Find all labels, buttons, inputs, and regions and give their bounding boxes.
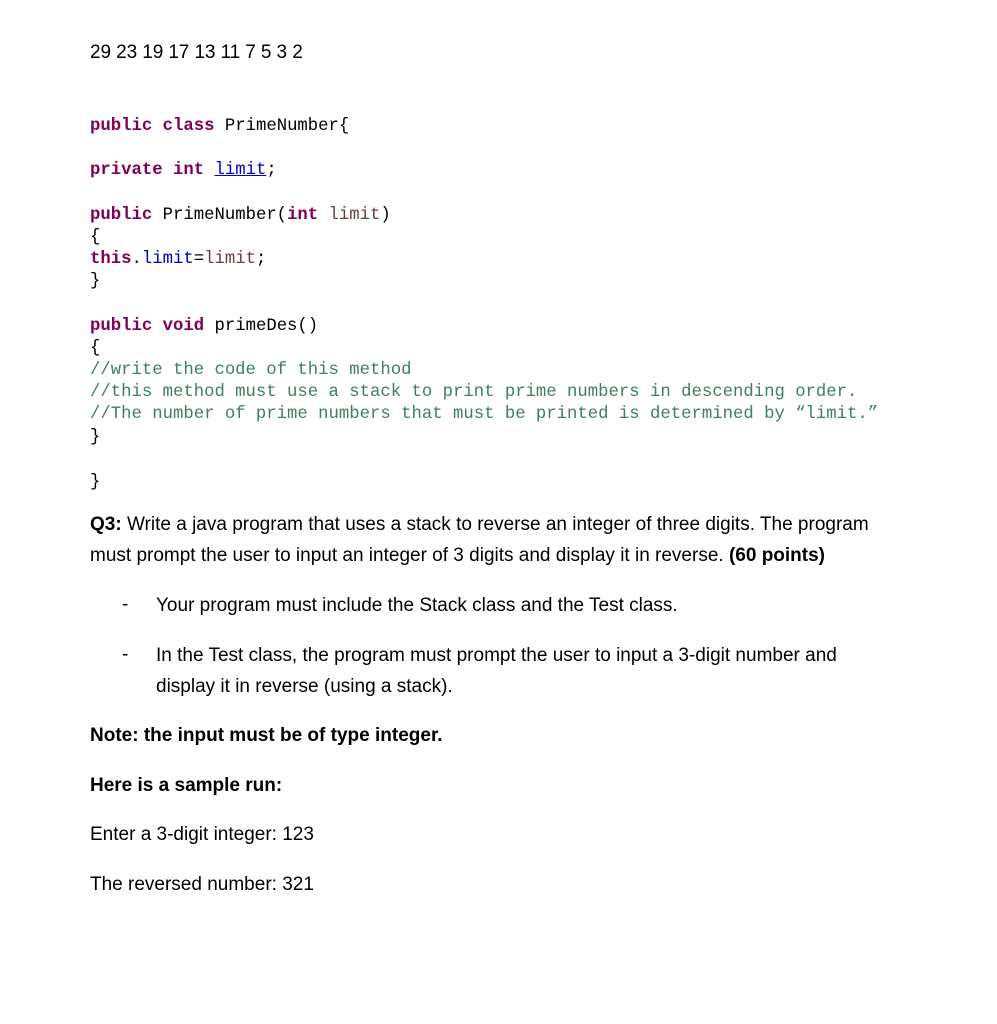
note-text: Note: the input must be of type integer. [90, 725, 443, 746]
code-line-constructor [90, 206, 391, 225]
code-line-field-decl [90, 161, 277, 180]
code-comment-2: //this method must use a stack to print prime numbers in descending order. [90, 383, 858, 402]
keyword: class [162, 117, 215, 136]
bullet-2-line-2: display it in reverse (using a stack). [156, 676, 453, 697]
code-line-close-brace: } [90, 428, 101, 447]
keyword: public [90, 206, 153, 225]
q3-text-line2: must prompt the user to input an integer of 3 digits and display it in reverse. [90, 545, 729, 566]
code-line-class-close-brace: } [90, 473, 101, 492]
sample-run-output-line: The reversed number: 321 [90, 874, 314, 895]
code-line-class-decl [90, 117, 349, 136]
dot: . [131, 250, 142, 269]
bullet-dash: - [122, 644, 129, 665]
field-limit: limit [141, 250, 194, 269]
bullet-2-text [156, 640, 956, 702]
keyword: int [172, 161, 205, 180]
keyword: this [90, 250, 132, 269]
q3-question [90, 509, 970, 571]
q3-text-line1: Write a java program that uses a stack to reverse an integer of three digits. The program [121, 514, 869, 535]
q3-line-1 [90, 509, 970, 540]
sample-run-heading: Here is a sample run: [90, 775, 283, 796]
field-limit-link[interactable]: limit [214, 161, 267, 180]
code-line-method-decl [90, 317, 318, 336]
semicolon: ; [266, 161, 277, 180]
code-line-open-brace: { [90, 228, 101, 247]
keyword: public [90, 117, 153, 136]
q3-label: Q3: [90, 514, 122, 535]
keyword: int [287, 206, 319, 225]
bullet-1-text: Your program must include the Stack class and the Test class. [156, 595, 678, 616]
method-name: primeDes() [214, 317, 319, 336]
code-line-open-brace: { [90, 339, 101, 358]
close-paren: ) [380, 206, 391, 225]
bullet-dash: - [122, 594, 129, 615]
q3-points: (60 points) [728, 545, 826, 566]
keyword: public [90, 317, 153, 336]
semicolon: ; [255, 250, 267, 269]
param-limit: limit [204, 250, 256, 269]
bullet-2-line-1: In the Test class, the program must prompt the user to input a 3-digit number and [156, 645, 837, 666]
constructor-name: PrimeNumber( [162, 206, 288, 225]
keyword: void [162, 317, 205, 336]
code-line-assignment [90, 250, 266, 269]
equals: = [193, 250, 205, 269]
code-comment-3: //The number of prime numbers that must be printed is determined by “limit.” [90, 405, 879, 424]
keyword: private [90, 161, 163, 180]
primes-output-line: 29 23 19 17 13 11 7 5 3 2 [90, 42, 303, 63]
param-limit: limit [328, 206, 381, 225]
code-line-close-brace: } [90, 272, 101, 291]
q3-line-2 [90, 540, 970, 571]
sample-run-input-line: Enter a 3-digit integer: 123 [90, 824, 314, 845]
class-name: PrimeNumber{ [224, 117, 350, 136]
code-comment-1: //write the code of this method [90, 361, 412, 380]
